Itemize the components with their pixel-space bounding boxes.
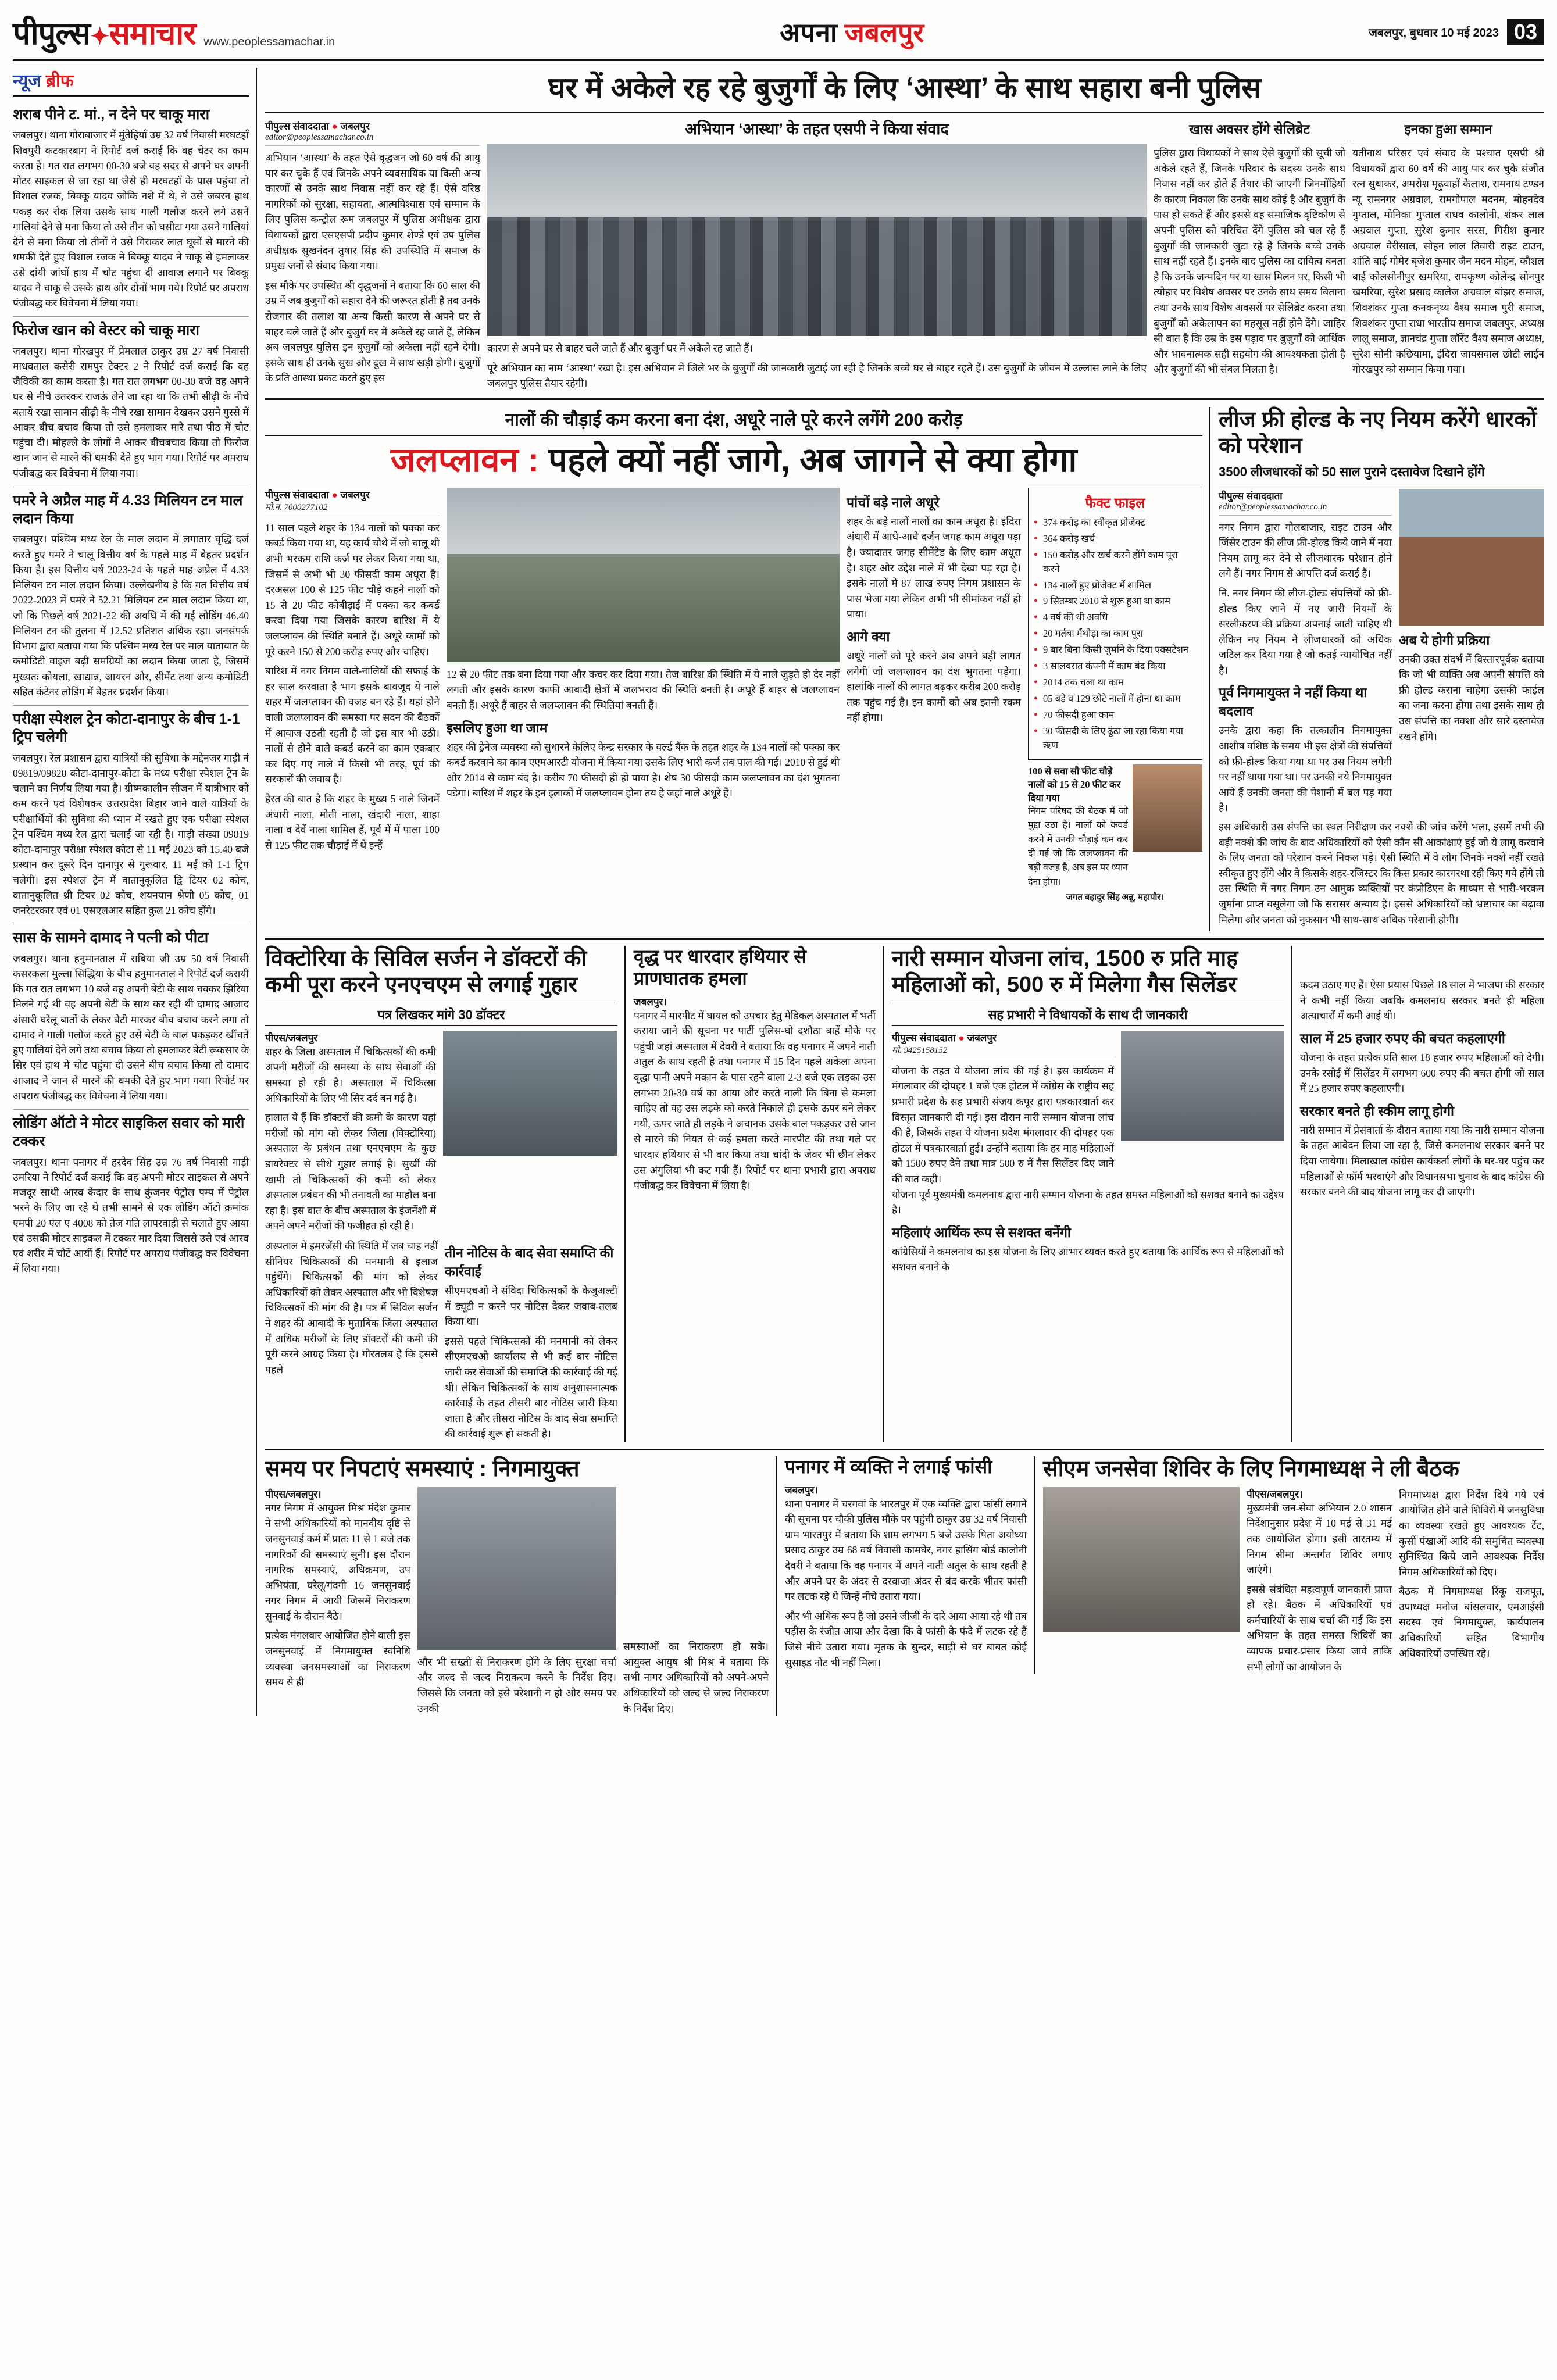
brief-item: [13, 924, 249, 1110]
hospital-para: इससे पहले चिकित्सकों की मनमानी को लेकर सीएमएचओ कार्यालय से भी कई बार नोटिस जारी कर सेवाओं की समाप्ति की कार्रवाई की गई थी। लेकिन चिकित्सकों के साथ अनुशासनात्मक कार्रवाई के तहत तीसरी बार नोटिस जारी किया जाता है और तीसरा नोटिस के बाद सेवा समाप्ति की कार्रवाई शुरू हो सकती है।: [445, 1335, 617, 1440]
cm-camp-headline: सीएम जनसेवा शिविर के लिए निगमाध्यक्ष ने ली बैठक: [1043, 1456, 1459, 1481]
mayor-portrait-wrap: [1133, 764, 1202, 852]
news-brief-heading-1: न्यूज: [13, 72, 46, 91]
lease-story: [1219, 407, 1544, 931]
mayor-quote: [1028, 764, 1202, 889]
scheme-para: नारी सम्मान में प्रेसवार्ता के दौरान बताया गया कि नारी सम्मान योजना के तहत आवेदन लिया जा रहा है, जिसे कमलनाथ सरकार बनने पर दिया जायेगा। मिलाखाल कांग्रेस कार्यकर्ता लोगों के घर-घर पहुंच कर महिलाओं से फॉर्म भरवाएंगे और विधानसभा चुनाव के बाद कांग्रेस की सरकार बनने की बाद योजना लागू कर दी जाएगी।: [1300, 1124, 1544, 1198]
lease-para: उनके द्वारा कहा कि तत्कालीन निगमायुक्त आशीष वशिष्ठ के समय भी इस क्षेत्रों की संपत्तियों को फ्री-होल्ड किया गया था पर उस नियम लगेगी पर नहीं थाया गया था। पर उनकी नये निगमायुक्त आये हैं उनकी जनता की पेशानी में बल पड़ गया है।: [1219, 724, 1392, 814]
scheme-head: सरकार बनते ही स्कीम लागू होगी: [1300, 1103, 1455, 1118]
fact-item: ● 374 करोड़ का स्वीकृत प्रोजेक्ट: [1034, 516, 1197, 530]
brief-title: लोडिंग ऑटो ने मोटर साइकिल सवार को मारी टक्कर: [13, 1115, 245, 1150]
building-photo: [1399, 489, 1544, 626]
byline-email[interactable]: editor@peoplessamachar.co.in: [265, 133, 480, 146]
lead-para: कारण से अपने घर से बाहर चले जाते हैं और बुजुर्ग घर में अकेले रह जाते हैं।: [487, 342, 753, 355]
fact-item: ● 134 नालों हुए प्रोजेक्ट में शामिल: [1034, 578, 1197, 592]
brief-text: जबलपुर। पश्चिम मध्य रेल के माल लदान में लगातार वृद्धि दर्ज करते हुए पमरे ने चालू वित्तीय वर्ष के पहले माह में बेहतर प्रदर्शन किया है। इस वित्तीय वर्ष 2023-24 के पहले माह अप्रैल में 4.33 मिलियन टन माल लदान किया। उल्लेखनीय है कि गत वित्तीय वर्ष 2022-2023 में पमरे ने 52.21 मिलियन टन माल लदान किया था, जो कि पिछले वर्ष 2021-22 की अवधि में की गई लोडिंग 46.40 मिलियन टन की तुलना में 12.52 प्रतिशत अधिक रहा। जनसंपर्क विभाग द्वारा बताया गया कि पश्चिम मध्य रेल पर माल यातायात के कमोडिटी वाइज बढ़ी समग्रियों का लदान किया जाता है, जिसमें मुख्यतः कोयला, खाद्यान्न, आयरन ओर, सीमेंट तथा अन्य कमोडिटी सहित कंटेनर लोडिंग में बेहतर प्रदर्शन किया।: [13, 533, 249, 698]
suicide-para: थाना पनागर में चरगवां के भारतपुर में एक व्यक्ति द्वारा फांसी लगाने की सूचना पर चौकी पुलिस मौके पर पहुंची ठाकुर उम्र 32 वर्ष निवासी ग्राम भारतपुर में बताया कि शाम लगभग 5 बजे उसके पिता अयोध्या प्रसाद ठाकुर उम्र 68 वर्ष निवासी कामघेर, नगर हासिंग बोर्ड कालोनी देवरी ने बताया कि वह पनागर में अपने नाती अतुल के साथ रहती है और अपने घर के अंदर से दरवाजा अंदर से बंद करके भीतर फांसी पर लटक रहे थे जिन्हें नीचे उतारा गया।: [785, 1498, 1027, 1603]
date-line: जबलपुर, बुधवार 10 मई 2023: [1369, 26, 1499, 40]
hospital-subhead: पत्र लिखकर मांगे 30 डॉक्टर: [265, 1003, 617, 1026]
fact-item: ● 9 सितम्बर 2010 से शुरू हुआ था काम: [1034, 594, 1197, 608]
byline-author: पीपुल्स संवाददाता: [265, 489, 329, 501]
flood-col-3: [847, 488, 1021, 903]
saving-para: योजना के तहत प्रत्येक प्रति साल 18 हजार रुपए महिलाओं को देगी। उनके रसोई में सिलेंडर में लगभग 600 रुपए की बचत होगी जो साल में 25 हजार रुपए कहलाएगी।: [1300, 1051, 1544, 1095]
flood-mini-head: इसलिए हुआ था जाम: [447, 720, 548, 735]
saving-head: साल में 25 हजार रुपए की बचत कहलाएगी: [1300, 1030, 1505, 1046]
logo-text-1: पीपुल्स: [13, 16, 90, 51]
flood-kicker: नालों की चौड़ाई कम करना बना दंश, अधूरे नाले पूरे करने लगेंगे 200 करोड़: [265, 407, 1202, 436]
lead-col4-head: इनका हुआ सम्मान: [1352, 119, 1544, 141]
hospital-mini-head: तीन नोटिस के बाद सेवा समाप्ति की कार्रवाई: [445, 1245, 614, 1279]
nari-byline: पीपुल्स संवाददाता ● जबलपुर: [892, 1032, 997, 1044]
logo-text-2: समाचार: [109, 16, 196, 51]
deck-four: [265, 1449, 1544, 1716]
fact-item: ● 30 फीसदी के लिए ढूंढा जा रहा किया गया ऋण: [1034, 724, 1197, 752]
lead-para: इस मौके पर उपस्थित श्री वृद्धजनों ने बताया कि 60 साल की उम्र में जब बुजुर्गों को सहारा देने की जरूरत होती है तब उनके रोजगार की तलाश या अन्य किसी कारण से अपने घर से बाहर चले जाते हैं और बुजुर्ग घर में अकेले रह जाते हैं, लेकिन अब जबलपुर पुलिस इन बुजुर्गों को अकेला नहीं रहने देगी। इसके साथ ही उनके सुख और दुख में साथ खड़ी होगी। बुजुर्गों के प्रति आस्था प्रकट करते हुए इस: [265, 279, 480, 384]
lead-para: अभियान ‘आस्था’ के तहत ऐसे वृद्धजन जो 60 वर्ष की आयु पार कर चुके हैं एवं जिनके अपने व्यवसायिक या किसी अन्य कारणों से उनके साथ निवास नहीं कर रहे हैं। ऐसे वरिष्ठ नागरिकों को सुरक्षा, सहायता, आत्मविश्वास एवं सम्मान के लिए पुलिस कन्ट्रोल रूम जबलपुर में पुलिस अधीक्षक द्वारा विधायकों द्वारा एसएसपी प्रदीप कुमार शेण्डे एवं उप पुलिस अधीक्षक सुखनंदन तुषार सिंह की उपस्थिति में समाज के प्रमुख जनों से संवाद किया गया।: [265, 152, 480, 272]
edition-title-2: जबलपुर: [844, 17, 924, 48]
cm-camp-para: मुख्यमंत्री जन-सेवा अभियान 2.0 शासन निर्देशानुसार प्रदेश में 10 मई से 31 मई तक आयोजित होगा। इसी तारतम्य में निगम सीमा अन्तर्गत शिविर लगाए जाएंगे।: [1247, 1502, 1392, 1576]
flood-col-2: [447, 488, 840, 903]
byline-city: जबलपुर: [340, 121, 370, 132]
fact-item: ● 05 बड़े व 129 छोटे नालों में होना था काम: [1034, 692, 1197, 706]
hospital-para: सीएमएचओ ने संविदा चिकित्सकों के केजुअल्टी में ड्यूटी न करने पर नोटिस देकर जवाब-तलब किया था।: [445, 1284, 617, 1328]
lead-para: यतीनाथ परिसर एवं संवाद के पश्चात एसपी श्री विधायकों द्वारा 60 वर्ष की आयु पार कर चुके संजीत रत्न सुधाकर, अमरोश मृढ़ुवाहों कैलाश, रामनाथ टण्डन न्यू रामनगर अग्रवाल, रामगोपाल मदनम, मोहनदेव गुप्ताल, मोनिका गुप्ताल राधव कालोनी, शंकर लाल अग्रवाल गुप्ता, सुरेश कुमार सरस, गिरीश कुमार अग्रवाल वैरीसाल, सोहन लाल तिवारी राइट टाउन, शांति बाई गोमेर बृजेश कुमार जैन मदन मोहन, कौशल बाई कोलसोनीपुर खमरिया, रामकृष्ण कोलेन्द्र सोनपुर खमरिया, सुरेश प्रसाद कालेज अग्रवाल बांझर समाज, शिवशंकर गुप्ता कनकनृथ्य वैश्य समाज पुरी समाज, शिवशंकर गुप्ता राधा भारतीय समाज जबलपुर, अध्यक्ष लालू समाज, ज्ञानचंद्र गुप्ता लॉरेंट वैश्य समाज अध्यक्ष, सुरेश सोनी कछियामा, इंदिरा जायसवाल छोटी लाईन गोरखपुर को सम्मान किया गया।: [1352, 147, 1544, 376]
hospital-story: [265, 946, 626, 1442]
flood-photo-caption: 12 से 20 फीट तक बना दिया गया और कचर कर दिया गया। तेज बारिश की स्थिति में ये नाले जुड़ते हो देर नहीं लगती और इसके कारण काफी आबादी क्षेत्रों में जलभराव की स्थिति बनती है। अधूरे हैं बाहर से जलप्लावन बनती हैं। अधूरे हैं बाहर से जलप्लावन की स्थितियां बनती हैं।: [447, 668, 840, 712]
deck-four-right: [785, 1456, 1544, 1716]
main-column: [265, 68, 1544, 1716]
quote-attribution: जगत बहादुर सिंह अन्नू, महापौर।: [1066, 892, 1165, 902]
brief-title: पमरे ने अप्रैल माह में 4.33 मिलियन टन माल लदान किया: [13, 492, 243, 527]
brief-text: जबलपुर। रेल प्रशासन द्वारा यात्रियों की सुविधा के मद्देनजर गाड़ी नं 09819/09820 कोटा-दानापुर-कोटा के मध्य परीक्षा स्पेशल ट्रेन के चलाने का निर्णय लिया गया है। ग्रीष्मकालीन सीजन में यात्रीभार को कम करने एवं विशेषकर उत्तरप्रदेश बिहार जाने वाले यात्रियों के परीक्षार्थियों की सुविधा की ध्यान में रखते हुए एक परीक्षा स्पेशल ट्रेन पश्चिम मध्य रेल द्वारा चलाई जा रही है। गाड़ी संख्या 09819 कोटा-दानापुर परीक्षा स्पेशल कोटा से 11 मई 2023 को 15.40 बजे प्रस्थान कर दूसरे दिन दानापुर से गुरूवार, 11 मई को 1-1 ट्रिप चलेगी। इस स्पेशल ट्रेन में वातानुकूलित द्वि टियर 02 कोच, वातानुकूलित थ्री टियर 02 कोच, शयनयान श्रेणी 05 कोच, 01 जनरेटरकार एवं 01 एसएलआर सहित कुल 21 कोच होंगे।: [13, 752, 249, 916]
masthead: [13, 10, 1544, 61]
suicide-byline: जबलपुर।: [785, 1484, 818, 1496]
flood-headline-red: जलप्लावन :: [390, 441, 549, 479]
lead-para: पुलिस द्वारा विधायकों ने साथ ऐसे बुजुर्गों की सूची जो अकेले रहते हैं, जिनके परिवार के सदस्य उनके साथ निवास नहीं कर होते हैं तैयार की जाएगी जिनमोंहियों के कारण निकाल कि उनके साथ कोई है और बुजुर्ग के पास हो सकते हैं और इससे वह समाजिक दृष्टिकोण से अपनी पुलिस को परिचित देंगे पुलिस को चल रहे हैं बुजुर्गों की जानकारी जुटा रहे हैं जिनके बच्चे उनके साथ नहीं रहते हैं। इनके बाद पुलिस का दायित्व बनता है कि उनके जन्मदिन पर या खास मिलन पर, किसी भी त्यौहार पर विशेष अवसर पर उनके साथ समय बिताना तथा उनके साथ विशेष अवसरों पर सेलिब्रेट करना तथा बुजुर्गों को अकेलापन का महसूस नहीं होने देंगे। जाहिर सी बात है कि उम्र के इस पड़ाव पर बुजुर्गों को आर्थिक और भावनात्मक सही सहयोग की आवश्यकता होती है और बुजुर्गों की भी संबल मिलता है।: [1154, 147, 1345, 376]
lease-email[interactable]: editor@peoplessamachar.co.in: [1219, 502, 1392, 516]
hospital-headline: विक्टोरिया के सिविल सर्जन ने डॉक्टरों की कमी पूरा करने एनएचएम से लगाई गुहार: [265, 946, 587, 998]
cm-camp-photo: [1043, 1487, 1240, 1632]
lead-photo: [487, 144, 1147, 336]
nari-para: योजना पूर्व मुख्यमंत्री कमलनाथ द्वारा नारी सम्मान योजना के तहत समस्त महिलाओं को सशक्त बनाने का उद्देश्य है।: [892, 1188, 1284, 1216]
lease-byline: पीपुल्स संवाददाता: [1219, 490, 1283, 502]
nari-cont-para: कदम उठाए गए हैं। ऐसा प्रयास पिछले 18 साल में भाजपा की सरकार ने कभी नहीं किया जबकि कमलनाथ सरकार बनते ही महिला अत्याचारों में कमी आई थी।: [1300, 979, 1544, 1022]
assault-para: पनागर में मारपीट में घायल को उपचार हेतु मेडिकल अस्पताल में भर्ती कराया जाने की सूचना पर पार्टी पुलिस-घो दशौठा बाहें मौके पर पहुंची जहां अस्पताल में देवरी ने बताया कि वह पनागर में अपने नाती अतुल के साथ रहती है तथा पनागर में 15 दिन पहले अकेला अपना वृद्धा पानी अपने मकान के पास रहने वाला 2-3 बजे एक लड़का उस लगभग 20-30 वर्ष का आया और करते नाली कि बिना से कमला चाहिए तो वह उस लड़के को करते निकाले ही इसके ऊपर बने लेकर गयी, ऊपर जाते ही लड़के ने अचानक उसके बाल पकड़कर उसे जान से मारने की नियत से कई हमला करते मारपीट की तथा गले पर धारदार हथियार से भी वार किया तथा चांदी के जेवर भी छीन लेकर उस अंगुलियां भी कट गयी हैं। रिपोर्ट पर थाना प्रभारी द्वारा अपराध पंजीबद्ध कर विवेचना में लिया है।: [634, 1009, 876, 1192]
deck-three: [265, 938, 1544, 1442]
nari-samman-continued: [1300, 946, 1544, 1442]
brief-text: जबलपुर। थाना गोराबाजार में मुंतेहियाँ उम्र 32 वर्ष निवासी मरघटहाँ शिवपुरी कटकारबाग ने रिपोर्ट दर्ज कराई कि वह चेटर का काम करता है। गत रात लगभग 00-30 बजे वह सदर से अपने घर अपनी मोटर साइकल से जा रहा था जैसे ही मरघटहाँ के पास पहुंचा तो विशाल रजक, बिक्कू यादव जोकि नशे में थे, ने उसे जबरन हाथ पकड़ कर रोक लिया उसके साथ गाली गलौज करने लगे उसने गालियां देने से मना किया तो उसे तीन को घसीटा गया उसने गालियां देने से मना किया तो तीनों ने उसे गिराकर लात घूसों से मारने की धमकी देते हुए विशाल रजक ने बिक्कू यादव ने चाकू से हमलाकर उसे दांयी जांघों हाथ में चोट पहुंचा दी आवाज लगाने पर बिक्कू यादव ने चाकू से उसके हाथ और दोनों भाग गये। रिपोर्ट पर अपराध पंजीबद्ध कर विवेचना में लिया गया।: [13, 129, 249, 309]
lead-col-2: [487, 119, 1147, 391]
fact-item: ● 150 करोड़ और खर्च करने होंगे काम पूरा करने: [1034, 548, 1197, 576]
brief-title: परीक्षा स्पेशल ट्रेन कोटा-दानापुर के बीच 1-1 ट्रिप चलेगी: [13, 711, 240, 746]
flood-col3-head: पांचों बड़े नाले अधूरे: [847, 494, 940, 510]
drain-photo: [447, 488, 840, 662]
byline-author: पीपुल्स संवाददाता: [265, 121, 329, 132]
flood-byline: पीपुल्स संवाददाता ● जबलपुर: [265, 489, 370, 501]
commissioner-para: समस्याओं का निराकरण हो सके। आयुक्त आयुष श्री मिश्र ने बताया कि सभी नागर अधिकारियों को अपने-अपने अधिकारियों को जल्द से जल्द निराकरण के निर्देश दिए।: [623, 1641, 769, 1714]
flood-story: [265, 407, 1210, 931]
fact-item: ● 2014 तक चला था काम: [1034, 676, 1197, 689]
brief-title: शराब पीने ट. मां., न देने पर चाकू मारा: [13, 106, 210, 123]
commissioner-photo: [417, 1487, 616, 1650]
flood-para: शहर के बड़े नालों नालों का काम अधूरा है। इंदिरा अंधारी में आधे-आधे दर्जन जगह काम अधूरा पड़ा है। ज्यादातर जगह सीमेंटेड के लिए काम अधूरा है। शहर और उद्देश नाले में भी देखा पड़ रहा है। इसके नालों में 87 लाख रुपए निगम प्रशासन के पास भेजा गया लेकिन अभी भी सीमांकन नहीं हो पाया।: [847, 515, 1021, 620]
lease-para: नि. नगर निगम की लीज-होल्ड संपत्तियों को फ्री-होल्ड किए जाने में नए जारी नियमों के सरलीकरण की प्रक्रिया अपनाई जाती चाहिए थी लेकिन नए नियम ने लीजधारकों को अधिक जटिल कर दिया गया है जो कतई न्यायोचित नहीं है।: [1219, 587, 1392, 676]
commissioner-story: [265, 1456, 777, 1716]
edition-title-1: अपना: [780, 17, 845, 48]
assault-byline: जबलपुर।: [634, 996, 667, 1007]
brief-item: [13, 706, 249, 924]
quote-head: 100 से सवा सौ फीट चौड़े नालों को 15 से 20 फीट कर दिया गया: [1028, 765, 1121, 803]
fact-item: ● 3 सालवरात कंपनी में काम बंद किया: [1034, 659, 1197, 673]
fact-file-title: फैक्ट फाइल: [1085, 495, 1145, 511]
assault-story: [634, 946, 884, 1442]
fact-item: ● 364 करोड़ खर्च: [1034, 532, 1197, 546]
flood-para: 11 साल पहले शहर के 134 नालों को पक्का कर कबर्ड किया गया था, यह कार्य चौथे में जो चालू थी अभी भरकम राशि कर्ज पर लेकर किया गया था, जिसमें से अभी भी 30 फीसदी काम अधूरा है। दरअसल 100 से 125 फीट चौड़े कहने नालों को 15 से 20 फीट कोबीड़ाई में पक्का कर कबर्ड करवा दिया गया जिसके कारण बारिश में ये जलप्लावन की स्थिति बनाते हैं। अधूरे कामों को पूरे करने 150 से 200 करोड़ रुपए और चाहिए।: [265, 521, 440, 657]
commissioner-para: नगर निगम में आयुक्त मिश्र मंदेश कुमार ने सभी अधिकारियों को मानवीय दृष्टि से जनसुनवाई कर्म में प्रातः 11 से 1 बजे तक नागरिकों की समस्याएं सुनी। इस दौरान नागरिक समस्याएं, अधिक्रमण, उप अभियंता, घरेलू/गंदगी 16 जनसुनवाई नगर निगम में आयी जिसमें निराकरण सुनवाई के दौरान बैठे।: [265, 1502, 410, 1622]
brief-item: [13, 317, 249, 487]
deck-flood-story: [265, 407, 1544, 931]
nari-mini-head: महिलाएं आर्थिक रूप से सशक्त बनेंगी: [892, 1224, 1071, 1240]
flood-whatnext-head: आगे क्या: [847, 628, 890, 644]
commissioner-headline: समय पर निपटाएं समस्याएं : निगमायुक्त: [265, 1456, 580, 1481]
flood-para: बारिश में नगर निगम वाले-नालियों की सफाई के हर साल करवाता है भाग इसके बावजूद ये नाले शहर में जलप्लावन की वजह बन रहे हैं। यहां होने वाली जलप्लावन की समस्या पर सदन की बैठकों में आवाज उठती रहती है जो इस बार भी उठी। नालों से होने वाले कबर्ड करने का काम एकबार कर दिए गए नाले में किसी भी तरह, पूर्व की सरकारों की जवाब है।: [265, 665, 440, 785]
nari-subhead: सह प्रभारी ने विधायकों के साथ दी जानकारी: [892, 1003, 1284, 1026]
nari-headline: नारी सम्मान योजना लांच, 1500 रु प्रति माह महिलाओं को, 500 रु में मिलेगा गैस सिलेंडर: [892, 946, 1238, 998]
page-number: 03: [1507, 19, 1544, 45]
byline-city: जबलपुर: [967, 1032, 997, 1044]
lease-para: इस अधिकारी उस संपत्ति का स्थल निरीक्षण कर नक्शे की जांच करेंगे भला, इसमें तभी की बड़ी नक्शे की जांच के बाद अधिकारियों को ऐसी कौन सी आकांक्षाएं हुई जो ये लागू करवाने के लिए जनता को परेशान करने निकल पड़े। ऐसी स्थिति में वे लोग जिनके नक्शे नहीं रखते स्वीकृत हुए होंगे और वे किसके शहर-रजिस्टर कि किस प्रकार कारगरथा रही किए गये होंगे तो उस स्थिति में नगर निगम उन आमुक व्यक्तियों पर कंप्रोडिएन के माध्यम से भारी-भरकम जुर्माना प्राप्त वसूलेगा जो कि सरासर अन्याय है। इससे अधिकारियों को भ्रष्टाचार का बढ़ावा मिलेगा और जनता को नुकसान भी साथ-साथ अधिक परेशानी होगी।: [1219, 821, 1544, 925]
press-conference-photo: [1121, 1031, 1284, 1141]
fact-file-box: [1028, 488, 1202, 760]
hospital-para: शहर के जिला अस्पताल में चिकित्सकों की कमी अपनी मरीजों की समस्या के साथ सेवाओं की समस्या हो रही है। अस्पताल में चिकित्सा अधिकारियों के लिए भी सिर दर्द बन गई है।: [265, 1045, 436, 1104]
hospital-para: हालात ये हैं कि डॉक्टरों की कमी के कारण यहां मरीजों को मांग को लेकर जिला (विक्टोरिया) अस्पताल के प्रबंधन तथा एनएचएम के कुछ डायरेक्टर से सीधे गुहार लगाई है। सुर्खी की खामी तो चिकित्सकों की कमी को लेकर अस्पताल प्रबंधन की भी तनावती का माहौल बना रहा है। इस बात के बीच अस्पताल के इंजर्नेशी में अपने अपने मरीजों की फजीहत हो रही है।: [265, 1112, 436, 1232]
cm-camp-story: [1043, 1456, 1544, 1674]
fact-item: ● 20 मर्तबा मैंथोड़ा का काम पूरा: [1034, 627, 1197, 641]
brief-title: सास के सामने दामाद ने पत्नी को पीटा: [13, 930, 209, 946]
brief-item: [13, 1110, 249, 1282]
commissioner-byline: पीएस/जबलपुर।: [265, 1488, 322, 1500]
website-url[interactable]: www.peoplessamachar.in: [203, 35, 335, 48]
flood-headline-rest: पहले क्यों नहीं जागे, अब जागने से क्या होगा: [548, 441, 1077, 479]
lead-byline: पीपुल्स संवाददाता ● जबलपुर: [265, 121, 370, 132]
lead-story: [265, 113, 1544, 391]
masthead-right: [1369, 19, 1544, 45]
lease-para: नगर निगम द्वारा गोलबाजार, राइट टाउन और जिंसेर टाउन की लीज फ्री-होल्ड किये जाने में नया नियम लागू कर देने से लीजधारक परेशान होने लगे हैं। नगर निगम से आपत्ति दर्ज कराई है।: [1219, 521, 1392, 580]
suicide-headline: पनागर में व्यक्ति ने लगाई फांसी: [785, 1456, 992, 1477]
flood-para: अधूरे नालों को पूरे करने अब अपने बड़ी लागत लगेगी जो जलप्लावन का दंश भुगतना पड़ेगा। हालांकि नालों की लागत बढ़कर करीब 200 करोड़ तक पहुंच गई है। इन कामों को अब इतनी रकम नहीं होगा।: [847, 649, 1021, 724]
brief-text: जबलपुर। थाना गोरखपुर में प्रेमलाल ठाकुर उम्र 27 वर्ष निवासी माधवताल कसेरी रामपुर टेक्टर 2 ने रिपोर्ट दर्ज कराई कि वह जैविकी का काम करता है। गत रात लगभग 00-30 बजे वह अपने घर से नीचे उतरकर राजऊं लेने जा रहा था कि तभी सीढ़ी के नीचे बताये रखा सामान सीढ़ी के नीचे रखा सामान देखकर उसने गुस्से में आकर बीच बचाव किया तो उसे हमलाकर मारे तथा पीठ में चोट पहुंचा दी। मोहल्ले के लोगों ने आकर बीचबचाव किया तो फिरोज खान जान से मारने की धमकी देते हुए भाग गया। रिपोर्ट पर अपराध पंजीबद्ध कर विवेचना में लिया गया।: [13, 345, 249, 479]
flood-para: हैरत की बात है कि शहर के मुख्य 5 नाले जिनमें अंधारी नाला, मोती नाला, खंदारी नाला, शाहा नाला व देवें नाला शामिल हैं, पूर्व में में पाला 100 से 125 फीट तक चौड़ाई में थे इन्हें: [265, 792, 440, 851]
lease-mini-head: पूर्व निगमायुक्त ने नहीं किया था बदलाव: [1219, 685, 1367, 719]
byline-author: पीपुल्स संवाददाता: [892, 1032, 956, 1044]
mayor-portrait: [1133, 764, 1202, 852]
flood-col-4: [1028, 488, 1202, 903]
lead-subhead: अभियान ‘आस्था’ के तहत एसपी ने किया संवाद: [685, 120, 949, 138]
nari-para: कांग्रेसियों ने कमलनाथ का इस योजना के लिए आभार व्यक्त करते हुए बताया कि आर्थिक रूप से महिलाओं को सशक्त बनाने के: [892, 1245, 1284, 1273]
flood-para: शहर की ड्रेनेज व्यवस्था को सुधारने केलिए केन्द्र सरकार के वर्ल्ड बैंक के तहत शहर के 134 नालों को पक्का कर कबर्ड करवाने का काम एएमआरटी योजना में किया गया उसके लिए भारी कर्ज तब पाल की गई। 2010 से हुई थी और 2014 से काम बंद है। करीब 70 फीसदी ही हो पाया है। शेष 30 फीसदी काम जलप्लावन का दंश भुगतना पड़ेगा। बारिश में शहर के इन इलाकों में जलप्लावन होना तय है जहां नाले अधूरे हैं।: [447, 741, 840, 799]
news-brief-heading-2: ब्रीफ: [45, 72, 74, 91]
fact-item: ● 9 बार बिना किसी जुर्माने के दिया एक्सटेंशन: [1034, 643, 1197, 657]
lead-col-1: [265, 119, 480, 391]
brief-item: [13, 101, 249, 317]
hospital-photo: [443, 1031, 617, 1156]
lead-headline: घर में अकेले रह रहे बुजुर्गों के लिए ‘आस्था’ के साथ सहारा बनी पुलिस: [265, 68, 1544, 113]
lead-col-4: [1352, 119, 1544, 391]
brief-text: जबलपुर। थाना पनागर में हरदेव सिंह उम्र 76 वर्ष निवासी गाड़ी उमरिया ने रिपोर्ट दर्ज कराई कि वह अपनी मोटर साइकल से अपने मजदूर साथी आरव केदार के साथ कुंजनर पेट्रोल पम्प में पेट्रोल भरने के लिए जा रहे थे तभी सामने से एक लोडिंग ऑटो क्रमांक एमपी 20 एल ए 4008 को तेज गति लापरवाही से चलाते हुए आया एवं उसकी मोटर साइकल में टक्कर मार दिया जिससे उसे एवं आरव एवं शरीर में चोटें आयीं हैं। रिपोर्ट पर अपराध पंजीबद्ध कर विवेचना में लिया गया।: [13, 1156, 249, 1275]
cm-camp-para: निगमाध्यक्ष द्वारा निर्देश दिये गये एवं आयोजित होने वाले शिविरों में जनसुविधा का व्यवस्था रखते हुए आवश्यक टेंट, कुर्सी पंखाओं आदि की समुचित व्यवस्था सुनिश्चित किये जाने आवश्यक निर्देश निगम अधिकारियों को दिए।: [1399, 1488, 1544, 1578]
fact-item: ● 4 वर्ष की थी अवधि: [1034, 610, 1197, 624]
news-brief-heading: [13, 68, 249, 97]
suicide-para: और भी अधिक रूप है जो उसने जीजी के दारे आया आया रहे थी तब पड़ीस के रंजीत आया और देखा कि वे फांसी के फंदे में लटक रहे हैं जिसे नीचे उतारा गया। मृतक के सुन्दर, साड़ी से घर बाबत कोई सुसाइड नोट भी नहीं मिला।: [785, 1610, 1027, 1668]
brief-item: [13, 487, 249, 706]
lease-subhead: 3500 लीजधारकों को 50 साल पुराने दस्तावेज दिखाने होंगे: [1219, 463, 1544, 484]
fact-item: ● 70 फीसदी हुआ काम: [1034, 708, 1197, 722]
brief-title: फिरोज खान को वेस्टर को चाकू मारा: [13, 322, 199, 339]
news-brief-column: [13, 68, 257, 1716]
logo-star-icon: ✦: [90, 24, 109, 49]
nari-para: योजना के तहत ये योजना लांच की गई है। इस कार्यक्रम में मंगलावार की दोपहर 1 बजे एक होटल में कांग्रेस के राष्ट्रीय सह प्रभारी प्रदेश के सह प्रभारी संजय कपूर द्वारा पत्रकारवार्ता कर विस्तृत जानकारी दी गई। इस दौरान नारी सम्मान योजना लांच की है, जिसके तहत ये योजना प्रदेश मंगलावार की दोपहर एक होटल में पत्रकारवार्ता हुई। उन्होंने बताया कि हर माह महिलाओं को 1500 रुपए देने तथा मात्र 500 रु में गैस सिलेंडर दिए जाने की बात कही।: [892, 1064, 1114, 1185]
hospital-para: अस्पताल में इमरजेंसी की स्थिति में जब चाह नहीं सीनियर चिकित्सकों की मनमानी से इलाज पहुंचेंगे। चिकित्सकों की मांग को लेकर अधिकारियों को लेकर अस्पताल और भी विशेषज्ञ चिकित्सकों की मांग की है। पत्र में सिविल सर्जन ने शहर की आबादी के मुताबिक जिला अस्पताल में अधिक मरीजों के लिए डॉक्टरों की कमी की पूरी करने आग्रह किया है। गौरतलब है कि इससे पहले: [265, 1239, 438, 1375]
cm-camp-para: इससे संबंधित महत्वपूर्ण जानकारी प्राप्त हो रहे। बैठक में अधिकारियों एवं कर्मचारियों के साथ चर्चा की गई कि इस अभियान के तहत समस्त शिविरों का व्यापक प्रचार-प्रसार किया जावे ताकि सभी लोगों का आयोजन के: [1247, 1583, 1392, 1673]
cm-camp-para: बैठक में निगमाध्यक्ष रिंकू राजपूत, उपाध्यक्ष मनोज बांसलवार, एमआईसी सदस्य एवं निगमायुक्त, कार्यपालन अधिकारियों सहित विभागीय अधिकारियों उपस्थित रहे।: [1399, 1585, 1544, 1659]
flood-col-1: [265, 488, 440, 903]
lease-process-head: अब ये होगी प्रक्रिया: [1399, 632, 1490, 648]
nari-samman-story: [892, 946, 1292, 1442]
nari-mobile: मो. 9425158152: [892, 1044, 1114, 1059]
byline-city: जबलपुर: [340, 489, 370, 501]
lease-para: उनकी उक्त संदर्भ में विस्तारपूर्वक बताया कि जो भी व्यक्ति अब अपनी संपत्ति को फ्री होल्ड कराना चाहेगा उसकी फाईल का जमा करना होगा तथा इसके साथ ही उस संपत्ति का नक्शा और सारे दस्तावेज रखने होंगे।: [1399, 653, 1544, 742]
brief-text: जबलपुर। थाना हनुमानताल में राबिया जी उम्र 50 वर्ष निवासी कसरकला मुल्ला सिद्धिया के बीच हनुमानताल ने रिपोर्ट दर्ज करायी कि गत रात लगभग 10 बजे वह अपनी बेटी के साथ चक्कर झिरिया मिलने गई थी वह अपनी बेटी के साथ कर रही थी दामाद आजाद अंसारी घरेलू बातों के लेकर बेटी मारकर बीच बचाव करने लगा तो दामाद ने गाली गलौज करते हुए उसे बेटी के बाल पकड़कर खींचते हुए गालियां देने लगे तथा बचाव किया तो हमलाकर बेटी रूकसार के सिर एवं हाथ में चोट पहुंचा दी उसने बीच बचाव किया तो दामाद आजाद ने जान से मारने की धमकी देते हुए भाग गया। रिपोर्ट पर अपराध पंजीबद्ध कर विवेचना में लिया गया।: [13, 952, 249, 1102]
edition-title: [780, 14, 924, 50]
quote-text: निगम परिषद की बैठक में जो मुद्दा उठा है। नालों को कवर्ड करने में उनकी चौड़ाई कम कर दी गई जो कि जलप्लावन की बड़ी वजह है, अब इस पर ध्यान देना होगा।: [1028, 806, 1128, 887]
publication-logo: [13, 10, 196, 53]
suicide-story: [785, 1456, 1035, 1674]
cm-camp-byline: पीएस/जबलपुर।: [1247, 1488, 1303, 1500]
lead-para: पूरे अभियान का नाम ‘आस्था’ रखा है। इस अभियान में जिले भर के बुजुर्गों की जानकारी जुटाई जा रही है जिनके बच्चे घर से बाहर रहते हैं। उस बुजुर्गों के जीवन में उल्लास लाने के लिए जबलपुर पुलिस तैयार रहेगी।: [487, 362, 1147, 389]
lease-headline: लीज फ्री होल्ड के नए नियम करेंगे धारकों को परेशान: [1219, 407, 1537, 458]
flood-headline: [265, 436, 1202, 483]
assault-headline: वृद्ध पर धारदार हथियार से प्राणघातक हमला: [634, 946, 806, 989]
flood-mobile: मो.नं. 7000277102: [265, 501, 440, 516]
commissioner-para: और भी सख्ती से निराकरण होंगे के लिए सुरक्षा चर्चा और जल्द से जल्द निराकरण करने के निर्देश दिए। जिससे कि जनता को इसे परेशानी न हो और समय पर उनकी: [417, 1656, 616, 1714]
lead-col-3: [1154, 119, 1345, 391]
hospital-byline: पीएस/जबलपुर: [265, 1032, 318, 1044]
commissioner-para: प्रत्येक मंगलवार आयोजित होने वाली इस जनसुनवाई में निगमायुक्त स्वनिधि व्यवस्था जनसमस्याओं का निराकरण समय से ही: [265, 1629, 410, 1688]
masthead-left: [13, 10, 335, 53]
lead-col3-head: खास अवसर होंगे सेलिब्रेट: [1154, 119, 1345, 141]
